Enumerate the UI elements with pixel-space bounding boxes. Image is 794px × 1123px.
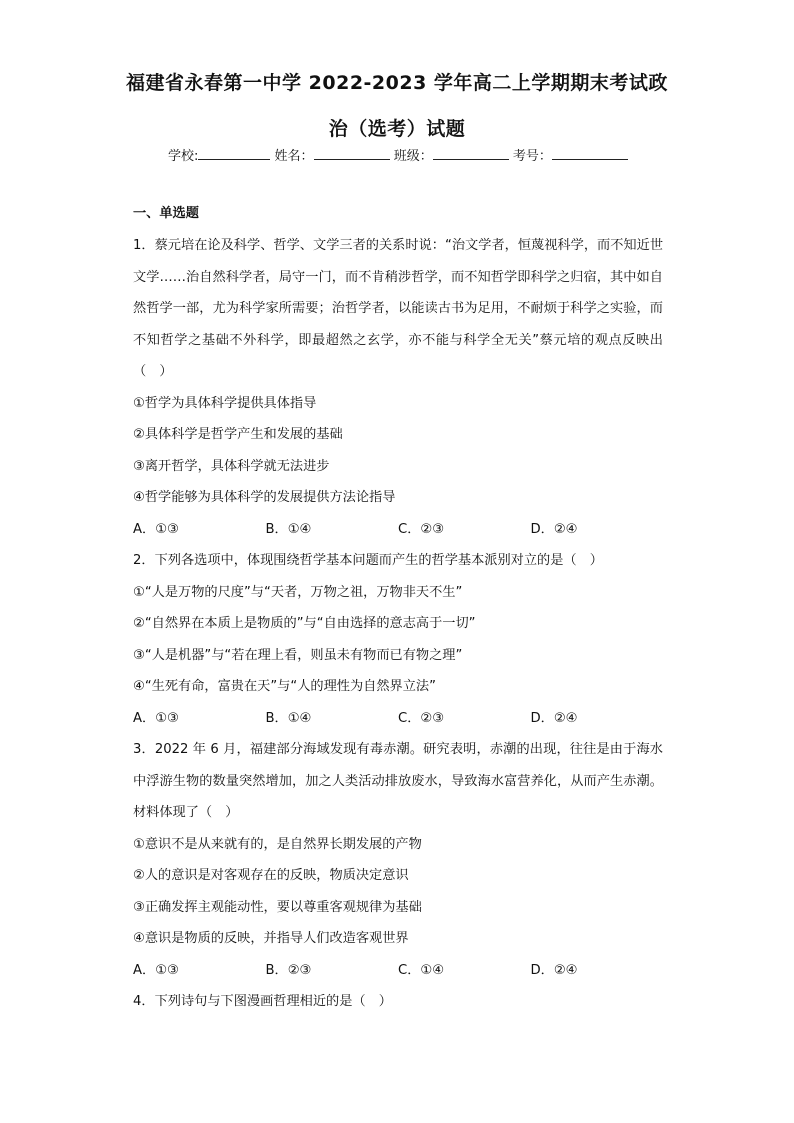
question-3 xyxy=(133,734,663,986)
choice-c[interactable]: C．①④ xyxy=(398,962,445,978)
statement-option: ③离开哲学，具体科学就无法进步 xyxy=(133,458,330,474)
id-label: 考号： xyxy=(512,149,552,164)
choice-a[interactable]: A．①③ xyxy=(133,521,179,537)
statement-option: ②人的意识是对客观存在的反映，物质决定意识 xyxy=(133,868,409,883)
choice-a[interactable]: A．①③ xyxy=(133,710,179,726)
choice-d[interactable]: D．②④ xyxy=(530,521,578,537)
statement-option: ①意识不是从来就有的，是自然界长期发展的产物 xyxy=(133,836,422,852)
question-stem: 2．下列各选项中，体现围绕哲学基本问题而产生的哲学基本派别对立的是（ ） xyxy=(133,553,603,568)
name-blank[interactable] xyxy=(314,147,390,160)
question-4 xyxy=(133,986,663,1018)
choice-b[interactable]: B．②③ xyxy=(265,962,312,978)
class-blank[interactable] xyxy=(433,147,509,160)
school-label: 学校: xyxy=(168,149,199,164)
statement-option: ①“人是万物的尺度”与“天者，万物之祖，万物非天不生” xyxy=(133,584,463,600)
choice-d[interactable]: D．②④ xyxy=(530,962,578,978)
choice-b[interactable]: B．①④ xyxy=(265,521,312,537)
answer-choices xyxy=(133,703,663,735)
statement-option: ④意识是物质的反映，并指导人们改造客观世界 xyxy=(133,931,409,946)
choice-c[interactable]: C．②③ xyxy=(398,521,445,537)
school-blank[interactable] xyxy=(198,147,270,160)
statement-option: ③正确发挥主观能动性，要以尊重客观规律为基础 xyxy=(133,899,422,915)
statement-option: ④哲学能够为具体科学的发展提供方法论指导 xyxy=(133,490,396,505)
id-blank[interactable] xyxy=(552,147,628,160)
statement-option: ③“人是机器”与“若在理上看，则虽未有物而已有物之理” xyxy=(133,647,463,663)
statement-option: ②具体科学是哲学产生和发展的基础 xyxy=(133,427,343,442)
question-stem: 4．下列诗句与下图漫画哲理相近的是（ ） xyxy=(133,994,392,1009)
student-info-row xyxy=(168,145,628,164)
statement-option: ①哲学为具体科学提供具体指导 xyxy=(133,395,317,411)
statement-option: ④“生死有命，富贵在天”与“人的理性为自然界立法” xyxy=(133,679,436,694)
choice-a[interactable]: A．①③ xyxy=(133,962,179,978)
exam-title-line2: 治（选考）试题 xyxy=(328,118,466,140)
question-content xyxy=(133,204,663,1018)
exam-title-line1: 福建省永春第一中学 2022-2023 学年高二上学期期末考试政 xyxy=(126,72,668,94)
question-2 xyxy=(133,545,663,734)
question-stem: 3．2022 年 6 月，福建部分海域发现有毒赤潮。研究表明，赤潮的出现，往往是由于海水中浮游生物的数量突然增加，加之人类活动排放废水，导致海水富营养化，从而产生赤潮。材料体现了（ ） xyxy=(133,742,663,820)
answer-choices xyxy=(133,955,663,987)
section-title: 一、单选题 xyxy=(133,206,199,221)
class-label: 班级： xyxy=(393,149,433,164)
question-1 xyxy=(133,230,663,545)
statement-option: ②“自然界在本质上是物质的”与“自由选择的意志高于一切” xyxy=(133,616,476,631)
question-stem: 1．蔡元培在论及科学、哲学、文学三者的关系时说：“治文学者，恒蔑视科学，而不知近世文学……治自然科学者，局守一门，而不肯稍涉哲学，而不知哲学即科学之归宿，其中如自然哲学一部，尤为科学家所需要；治哲学者，以能读古书为足用，不耐烦于科学之实验，而不知哲学之基础不外科学，即最超然之玄学，亦不能与科学全无关”蔡元培的观点反映出（ ） xyxy=(133,238,663,379)
answer-choices xyxy=(133,514,663,546)
choice-d[interactable]: D．②④ xyxy=(530,710,578,726)
choice-c[interactable]: C．②③ xyxy=(398,710,445,726)
name-label: 姓名： xyxy=(274,149,314,164)
choice-b[interactable]: B．①④ xyxy=(265,710,312,726)
